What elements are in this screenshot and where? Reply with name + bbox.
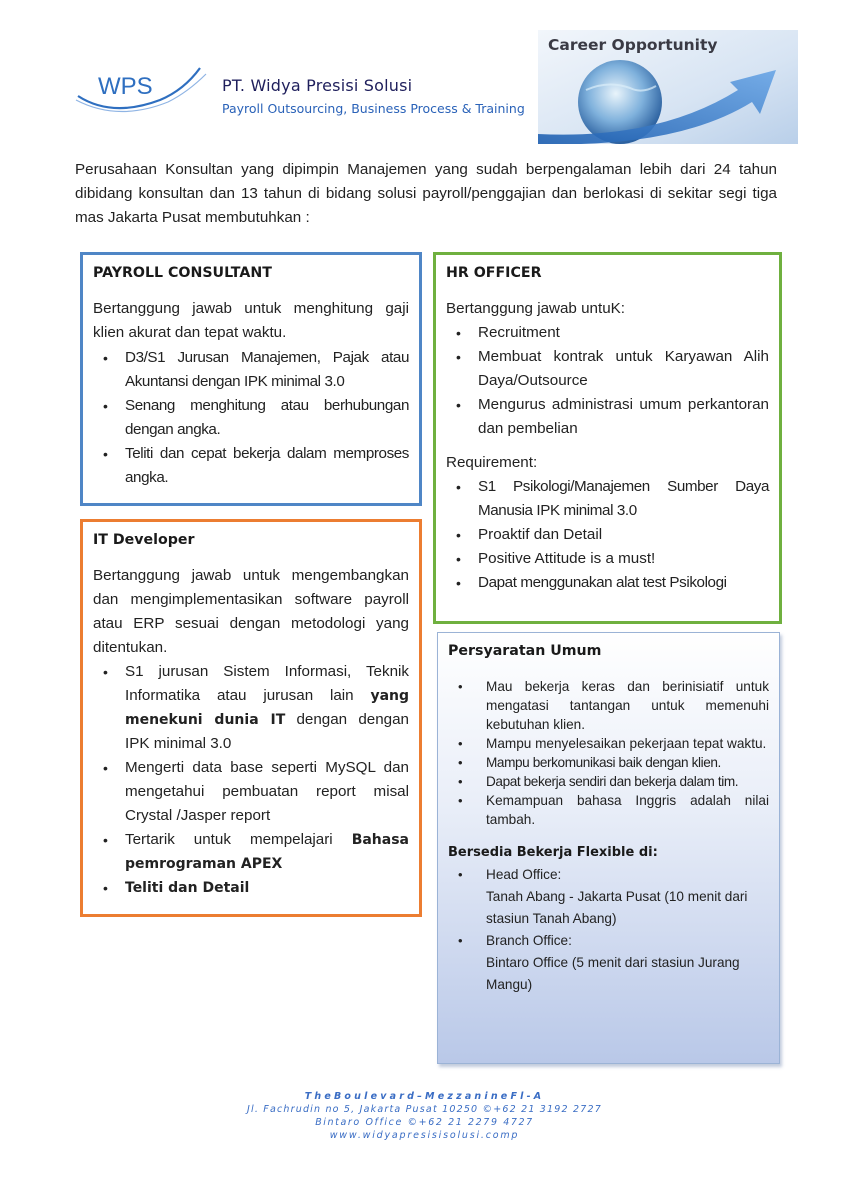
location-label: • Head Office: xyxy=(486,867,562,882)
payroll-list xyxy=(93,346,409,490)
list-item: • Senang menghitung atau berhubungan dengan angka. xyxy=(93,394,409,442)
payroll-description: Bertanggung jawab untuk menghitung gaji klien akurat dan tepat waktu. xyxy=(93,300,409,341)
career-banner xyxy=(538,30,798,144)
list-item: • Dapat bekerja sendiri dan bekerja dalam tim. xyxy=(448,772,769,791)
list-item xyxy=(93,660,409,756)
banner-title: Career Opportunity xyxy=(548,36,718,54)
general-list xyxy=(448,677,769,829)
it-developer-box xyxy=(80,519,422,917)
list-item: • Membuat kontrak untuk Karyawan Alih Daya/Outsource xyxy=(446,345,769,393)
footer-website[interactable]: www.widyapresisisolusi.comp xyxy=(329,1130,520,1141)
list-item: • Recruitment xyxy=(446,321,769,345)
hr-requirements-list xyxy=(446,475,769,595)
hr-requirement-label: Requirement: xyxy=(446,454,538,471)
company-info xyxy=(222,76,525,116)
list-item: • Kemampuan bahasa Inggris adalah nilai tambah. xyxy=(448,791,769,829)
hr-duties-list xyxy=(446,321,769,441)
list-item: • Proaktif dan Detail xyxy=(446,523,769,547)
general-title: Persyaratan Umum xyxy=(448,643,602,659)
it-item3-bold: Bahasa pemrograman APEX xyxy=(125,832,409,872)
footer-address-building: TheBoulevard–MezzanineFl-A xyxy=(304,1091,545,1102)
list-item: • S1 Psikologi/Manajemen Sumber Daya Manusia IPK minimal 3.0 xyxy=(446,475,769,523)
company-name: PT. Widya Presisi Solusi xyxy=(222,76,413,95)
hr-title: HR OFFICER xyxy=(446,265,542,281)
wps-logo xyxy=(72,62,212,114)
general-requirements-box xyxy=(437,632,780,1064)
list-item xyxy=(93,828,409,876)
it-list xyxy=(93,660,409,900)
list-item: • Mampu berkomunikasi baik dengan klien. xyxy=(448,753,769,772)
locations-list xyxy=(448,864,769,996)
list-item: • Positive Attitude is a must! xyxy=(446,547,769,571)
it-item1-bold: yang menekuni dunia IT xyxy=(125,688,409,728)
it-title: IT Developer xyxy=(93,532,195,548)
hr-description: Bertanggung jawab untuK: xyxy=(446,300,626,317)
company-tagline: Payroll Outsourcing, Business Process & Training xyxy=(222,101,525,116)
intro-paragraph: Perusahaan Konsultan yang dipimpin Manajemen yang sudah berpengalaman lebih dari 24 tahun dibidang konsultan dan 13 tahun di bidang solusi payroll/penggajian dan berlokasi di sekitar segi tiga mas Jakarta Pusat membutuhkan : xyxy=(75,161,777,226)
list-item: • Mampu menyelesaikan pekerjaan tepat waktu. xyxy=(448,734,769,753)
it-item1-tail: dengan dengan IPK minimal 3.0 xyxy=(125,711,409,752)
list-item: • Mengurus administrasi umum perkantoran dan pembelian xyxy=(446,393,769,441)
footer-bintaro-phone: Bintaro Office ©+62 21 2279 4727 xyxy=(315,1117,534,1128)
footer xyxy=(0,1090,849,1142)
payroll-consultant-box xyxy=(80,252,422,506)
flex-work-title: Bersedia Bekerja Flexible di: xyxy=(448,845,658,860)
list-item: • D3/S1 Jurusan Manajemen, Pajak atau Akuntansi dengan IPK minimal 3.0 xyxy=(93,346,409,394)
list-item: • Mengerti data base seperti MySQL dan mengetahui pembuatan report misal Crystal /Jasper report xyxy=(93,756,409,828)
logo-text: WPS xyxy=(98,73,153,100)
list-item xyxy=(93,876,409,900)
payroll-title: PAYROLL CONSULTANT xyxy=(93,265,272,281)
list-item: • Dapat menggunakan alat test Psikologi xyxy=(446,571,769,595)
location-detail: Bintaro Office (5 menit dari stasiun Jurang Mangu) xyxy=(486,955,740,992)
list-item xyxy=(448,930,769,996)
it-item1-text: S1 jurusan Sistem Informasi, Teknik Informatika atau jurusan lain xyxy=(125,663,409,704)
location-detail: Tanah Abang - Jakarta Pusat (10 menit dari stasiun Tanah Abang) xyxy=(486,889,748,926)
it-item4-bold: Teliti dan Detail xyxy=(125,880,250,896)
it-description: Bertanggung jawab untuk mengembangkan dan mengimplementasikan software payroll atau ERP sesuai dengan metodologi yang ditentukan. xyxy=(93,567,409,656)
it-item3-text: Tertarik untuk mempelajari xyxy=(125,831,352,848)
location-label: • Branch Office: xyxy=(486,933,572,948)
list-item xyxy=(448,864,769,930)
list-item: • Mau bekerja keras dan berinisiatif untuk mengatasi tantangan untuk memenuhi kebutuhan klien. xyxy=(448,677,769,734)
list-item: • Teliti dan cepat bekerja dalam memproses angka. xyxy=(93,442,409,490)
hr-officer-box xyxy=(433,252,782,624)
footer-address-street: Jl. Fachrudin no 5, Jakarta Pusat 10250 ©+62 21 3192 2727 xyxy=(247,1104,602,1115)
